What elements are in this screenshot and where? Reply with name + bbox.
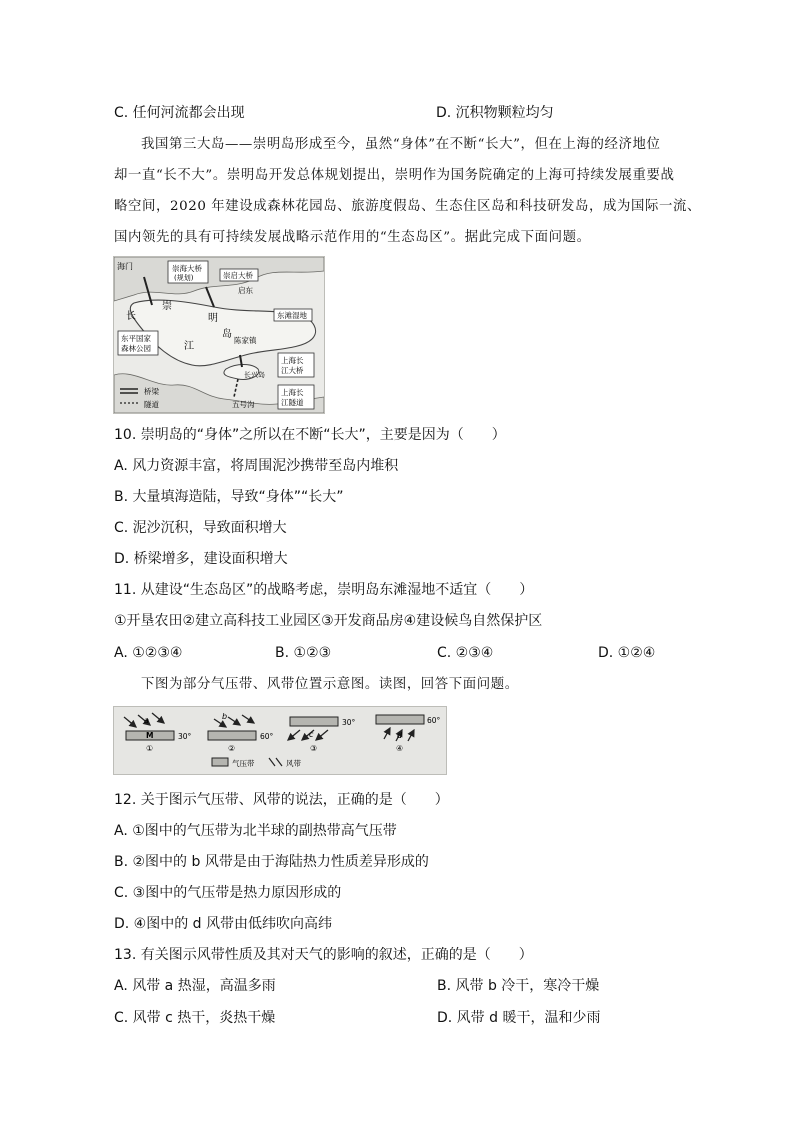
map-label-chongqi-bridge: 崇启大桥 — [223, 271, 253, 280]
map-label-dongping-1: 东平国家 — [121, 334, 151, 343]
passage-line-2: 却一直“长不大”。崇明岛开发总体规划提出，崇明作为国务院确定的上海可持续发展重要战 — [114, 168, 675, 183]
legend-belt: 气压带 — [232, 759, 255, 768]
q13-stem: 13. 有关图示风带性质及其对天气的影响的叙述，正确的是（ ） — [114, 947, 533, 963]
belt-panel-4 — [376, 715, 441, 753]
q13-option-c: C. 风带 c 热干，炎热干燥 — [114, 1010, 276, 1026]
passage-line-4: 国内领先的具有可持续发展战略示范作用的“生态岛区”。据此完成下面问题。 — [114, 230, 591, 245]
q13-option-d: D. 风带 d 暖干，温和少雨 — [437, 1010, 601, 1026]
belt-panel-1 — [124, 713, 192, 753]
q13-option-b: B. 风带 b 冷干，寒冷干燥 — [437, 978, 600, 994]
belt-panel-3 — [288, 717, 356, 753]
lat-label-2: 60° — [260, 732, 274, 741]
wind-label-d: d — [397, 731, 403, 740]
panel-num-1: ① — [146, 744, 154, 753]
map-label-chenjiazhen: 陈家镇 — [234, 336, 257, 345]
q11-sub: ①开垦农田②建立高科技工业园区③开发商品房④建设候鸟自然保护区 — [114, 613, 543, 629]
map-label-chang: 长 — [126, 311, 136, 322]
map-legend-tunnel: 隧道 — [144, 400, 159, 409]
intro-2: 下图为部分气压带、风带位置示意图。读图，回答下面问题。 — [141, 677, 519, 692]
wind-label-b: b — [222, 712, 228, 721]
q11-stem: 11. 从建设“生态岛区”的战略考虑，崇明岛东滩湿地不适宜（ ） — [114, 582, 534, 598]
lat-label-4: 60° — [427, 716, 441, 725]
q12-option-b: B. ②图中的 b 风带是由于海陆热力性质差异形成的 — [114, 854, 429, 870]
belt-label-m: M — [146, 731, 154, 740]
panel-num-3: ③ — [310, 744, 318, 753]
belt-legend — [212, 758, 301, 768]
map-label-qidong: 启东 — [238, 286, 253, 295]
passage-line-1: 我国第三大岛——崇明岛形成至今，虽然“身体”在不断“长大”，但在上海的经济地位 — [141, 137, 661, 152]
map-label-ming: 明 — [208, 313, 218, 324]
q10-option-d: D. 桥梁增多，建设面积增大 — [114, 551, 288, 567]
q12-option-a: A. ①图中的气压带为北半球的副热带高气压带 — [114, 823, 397, 839]
pressure-belt-figure — [113, 706, 447, 775]
map-legend-bridge: 桥梁 — [144, 387, 159, 396]
q12-option-c: C. ③图中的气压带是热力原因形成的 — [114, 885, 342, 901]
map-label-jiang: 江 — [184, 341, 194, 352]
q12-stem: 12. 关于图示气压带、风带的说法，正确的是（ ） — [114, 792, 449, 808]
map-label-wuhaogou: 五号沟 — [232, 400, 255, 409]
option-d: D. 沉积物颗粒均匀 — [436, 105, 554, 121]
map-label-haimen: 海门 — [117, 262, 133, 271]
panel-num-2: ② — [228, 744, 236, 753]
q10-option-b: B. 大量填海造陆，导致“身体”“长大” — [114, 489, 344, 505]
legend-wind: 风带 — [286, 759, 301, 768]
map-label-changxing: 长兴岛 — [244, 371, 265, 379]
q11-option-a: A. ①②③④ — [114, 645, 183, 661]
wind-label-c: c — [309, 730, 314, 739]
chongming-map — [113, 256, 325, 414]
map-label-dongtan: 东滩湿地 — [277, 311, 307, 320]
q13-option-a: A. 风带 a 热湿，高温多雨 — [114, 978, 276, 994]
q11-option-c: C. ②③④ — [437, 645, 494, 661]
panel-num-4: ④ — [396, 744, 404, 753]
map-label-chonghai-plan: (规划) — [174, 274, 194, 282]
map-label-dao: 岛 — [222, 329, 232, 340]
lat-label-1: 30° — [178, 732, 192, 741]
map-label-sh-bridge-2: 江大桥 — [281, 366, 304, 375]
option-c: C. 任何河流都会出现 — [114, 105, 245, 121]
map-label-sh-tunnel-1: 上海长 — [281, 388, 304, 397]
q11-option-d: D. ①②④ — [598, 645, 656, 661]
q10-stem: 10. 崇明岛的“身体”之所以在不断“长大”，主要是因为（ ） — [114, 427, 506, 443]
map-label-chong: 崇 — [162, 301, 172, 312]
q11-option-b: B. ①②③ — [275, 645, 332, 661]
passage-line-3: 略空间，2020 年建设成森林花园岛、旅游度假岛、生态住区岛和科技研发岛，成为国际一流、 — [114, 199, 701, 214]
map-label-sh-tunnel-2: 江隧道 — [281, 398, 304, 407]
map-label-chonghai-bridge: 崇海大桥 — [172, 264, 202, 273]
map-label-sh-bridge-1: 上海长 — [281, 356, 304, 365]
belt-panel-2 — [208, 712, 274, 753]
lat-label-3: 30° — [342, 718, 356, 727]
q10-option-a: A. 风力资源丰富，将周围泥沙携带至岛内堆积 — [114, 458, 399, 474]
wind-label-a: a — [144, 716, 149, 725]
q12-option-d: D. ④图中的 d 风带由低纬吹向高纬 — [114, 916, 333, 932]
map-label-dongping-2: 森林公园 — [121, 344, 151, 353]
q10-option-c: C. 泥沙沉积，导致面积增大 — [114, 520, 287, 536]
